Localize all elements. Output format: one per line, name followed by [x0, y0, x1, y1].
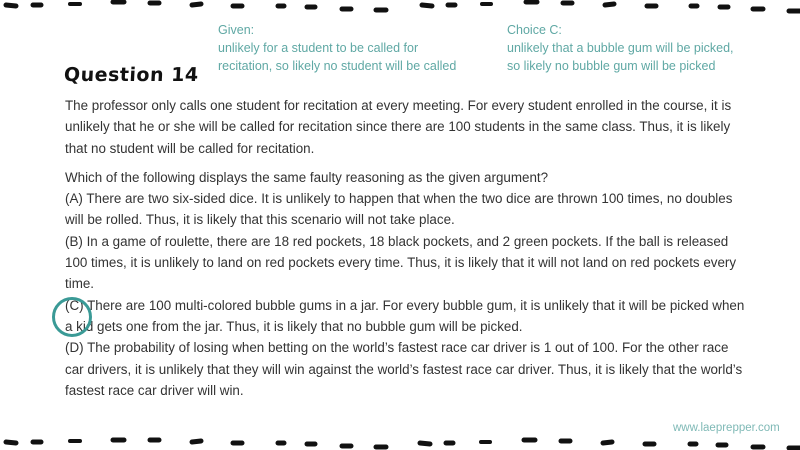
question-stem: The professor only calls one student for recitation at every meeting. For every student enrolled in the course, it is unlikely that he or she will be called for recitation since there are 100 students in the same class. Thus, it is likely that no student will be called for recitation.	[65, 98, 732, 156]
choice-b[interactable]: (B) In a game of roulette, there are 18 red pockets, 18 black pockets, and 2 green pockets. If the ball is released 100 times, it is unlikely to land on red pockets every time. Thus, it is likely that it will not land on red pockets every time.	[65, 233, 737, 292]
footer-url: www.laeprepper.com	[673, 422, 780, 434]
question-prompt: Which of the following displays the same faulty reasoning as the given argument?	[65, 169, 549, 185]
choice-c-line: so likely no bubble gum will be picked	[507, 59, 716, 73]
question-title: Question 14	[63, 64, 200, 86]
choice-a[interactable]: (A) There are two six-sided dice. It is unlikely to happen that when the two dice are thrown 100 times, no doubles will be rolled. Thus, it is likely that this scenario will not take place.	[65, 191, 733, 228]
choice-c[interactable]: (C) There are 100 multi-colored bubble gums in a jar. For every bubble gum, it is unlikely that it will be picked when a kid gets one from the jar. Thus, it is likely that no bubble gum will be picked.	[65, 297, 745, 334]
choice-d[interactable]: (D) The probability of losing when betting on the world’s fastest race car driver is 1 out of 100. For the other race car drivers, it is unlikely that they will win against the world’s fastest race car driver. Thus, it is likely that the world’s fastest race car driver will win.	[65, 340, 743, 398]
choice-c-annotation	[507, 21, 787, 75]
top-dashed-border	[0, 0, 800, 16]
choice-c-line: unlikely that a bubble gum will be picked,	[507, 41, 734, 55]
choice-c-label: Choice C:	[507, 23, 562, 37]
bottom-dashed-border	[0, 434, 800, 450]
question-content	[65, 95, 745, 401]
given-line: recitation, so likely no student will be called	[218, 59, 457, 73]
answer-circle-marker	[52, 297, 92, 337]
given-label: Given:	[218, 23, 255, 37]
given-line: unlikely for a student to be called for	[218, 41, 419, 55]
given-annotation	[218, 21, 488, 75]
